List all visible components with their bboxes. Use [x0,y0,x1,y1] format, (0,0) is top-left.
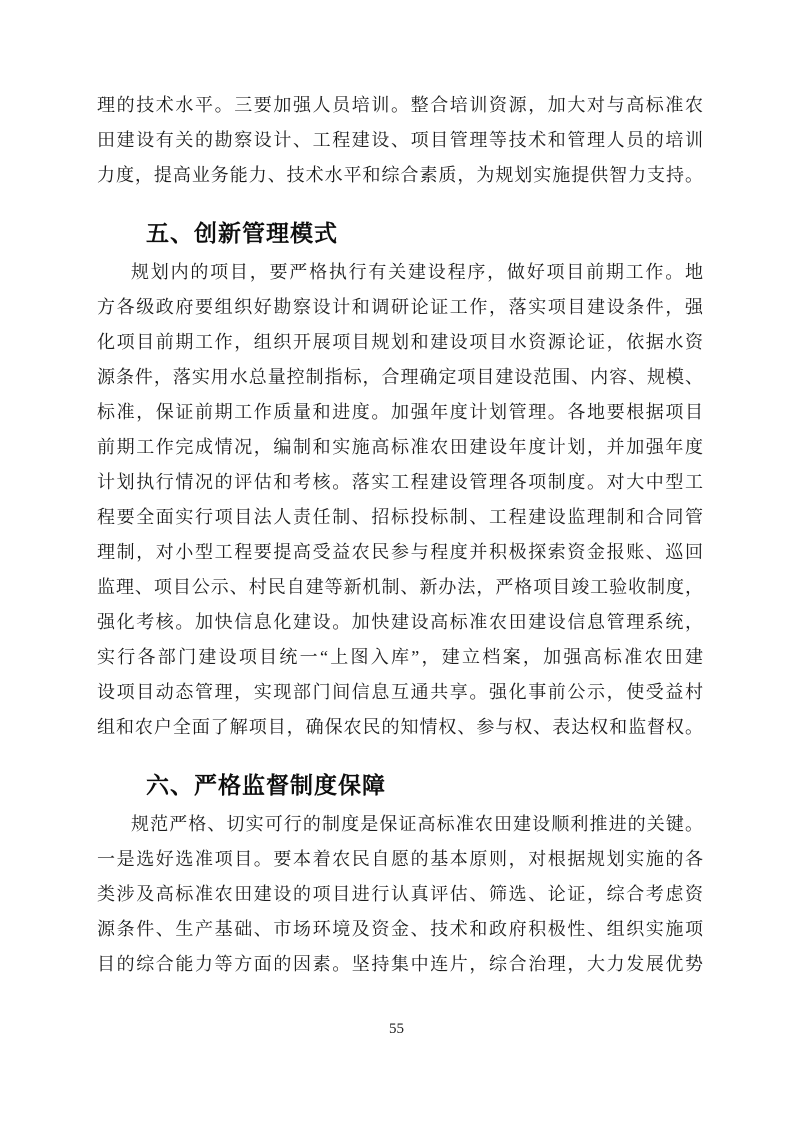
text-line: 类涉及高标准农田建设的项目进行认真评估、筛选、论证，综合考虑资 [97,884,703,904]
text-line: 前期工作完成情况，编制和实施高标准农田建设年度计划，并加强年度 [97,437,703,457]
text-line: 一是选好选准项目。要本着农民自愿的基本原则，对根据规划实施的各 [97,849,703,869]
text-line: 化项目前期工作，组织开展项目规划和建设项目水资源论证，依据水资 [97,332,703,352]
text-line: 田建设有关的勘察设计、工程建设、项目管理等技术和管理人员的培训 [97,130,703,150]
section-6-heading: 六、严格监督制度保障 [146,773,386,799]
text-line: 理制，对小型工程要提高受益农民参与程度并积极探索资金报账、巡回 [97,542,703,562]
text-line: 组和农户全面了解项目，确保农民的知情权、参与权、表达权和监督权。 [97,717,703,737]
section-5-paragraph [97,255,703,745]
text-line: 方各级政府要组织好勘察设计和调研论证工作，落实项目建设条件，强 [97,297,703,317]
text-line: 计划执行情况的评估和考核。落实工程建设管理各项制度。对大中型工 [97,472,703,492]
text-line: 程要全面实行项目法人责任制、招标投标制、工程建设监理制和合同管 [97,507,703,527]
text-line: 实行各部门建设项目统一“上图入库”，建立档案，加强高标准农田建 [97,647,703,667]
text-line: 强化考核。加快信息化建设。加快建设高标准农田建设信息管理系统， [97,612,703,632]
page-number: 55 [389,1021,404,1037]
text-line: 理的技术水平。三要加强人员培训。整合培训资源，加大对与高标准农 [97,95,703,115]
paragraph-continued [97,88,703,193]
text-line: 标准，保证前期工作质量和进度。加强年度计划管理。各地要根据项目 [97,402,703,422]
text-line: 规范严格、切实可行的制度是保证高标准农田建设顺利推进的关键。 [131,814,703,834]
text-line: 监理、项目公示、村民自建等新机制、新办法，严格项目竣工验收制度， [97,577,703,597]
text-line: 目的综合能力等方面的因素。坚持集中连片，综合治理，大力发展优势 [97,954,703,974]
text-line: 源条件，落实用水总量控制指标，合理确定项目建设范围、内容、规模、 [97,367,703,387]
text-line: 设项目动态管理，实现部门间信息互通共享。强化事前公示，使受益村 [97,682,703,702]
page-body-text [97,88,703,982]
section-5-heading: 五、创新管理模式 [146,221,338,247]
text-line: 力度，提高业务能力、技术水平和综合素质，为规划实施提供智力支持。 [97,165,703,185]
text-line: 规划内的项目，要严格执行有关建设程序，做好项目前期工作。地 [131,262,703,282]
text-line: 源条件、生产基础、市场环境及资金、技术和政府积极性、组织实施项 [97,919,703,939]
section-6-paragraph [97,807,703,982]
